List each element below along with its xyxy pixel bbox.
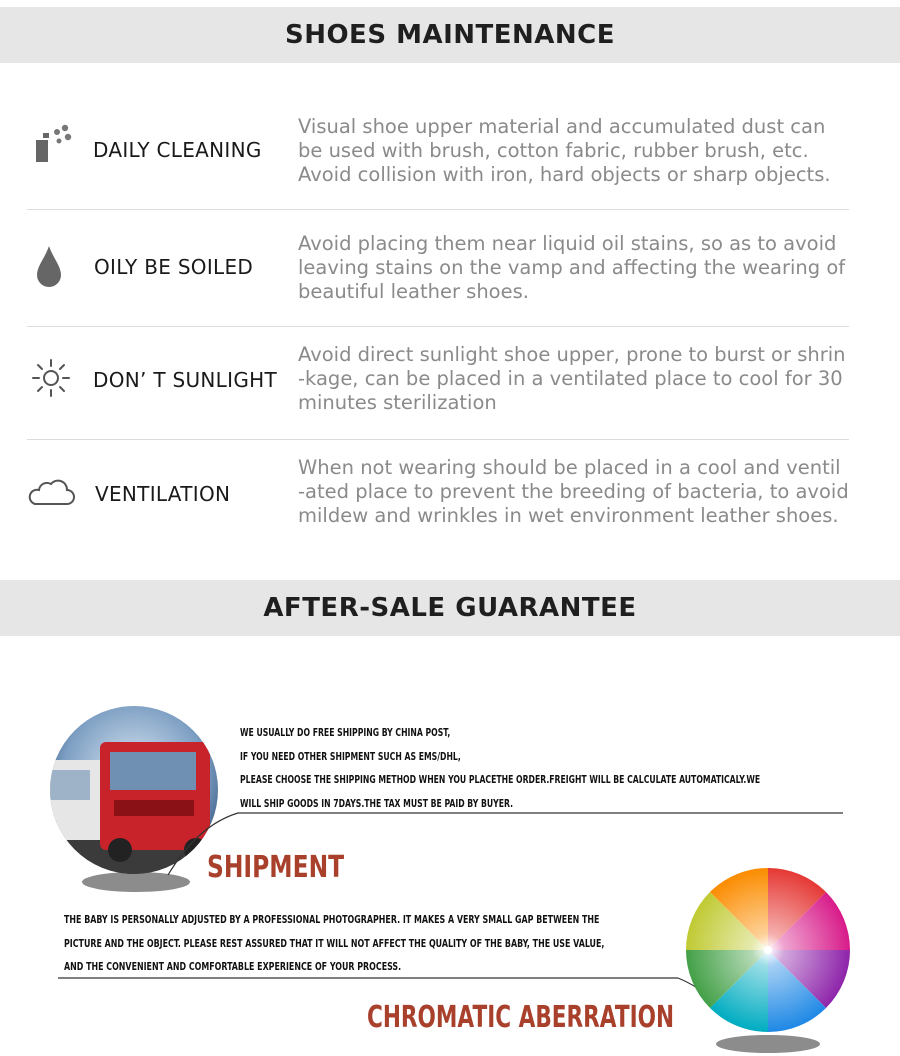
sun-icon [27, 354, 75, 402]
chromatic-text: THE BABY IS PERSONALLY ADJUSTED BY A PROFESSIONAL PHOTOGRAPHER. IT MAKES A VERY SMALL GAP BETWEEN THE PICTURE AND THE OBJECT. PLEASE REST ASSURED THAT IT WILL NOT AFFECT THE QUALITY OF THE BABY, THE USE VALUE, AND THE CONVENIENT AND COMFORTABLE EXPERIENCE OF YOUR PROCESS. [64, 913, 605, 973]
aftersale-banner [0, 580, 900, 636]
maintenance-item-oily [27, 230, 849, 310]
maintenance-desc: Avoid direct sunlight shoe upper, prone to burst or shrin -kage, can be placed in a ventilated place to cool for 30 minutes sterilization [298, 343, 846, 414]
divider [27, 209, 849, 210]
spray-icon [27, 120, 75, 168]
maintenance-desc: Visual shoe upper material and accumulated dust can be used with brush, cotton fabric, rubber brush, etc. Avoid collision with iron, hard objects or sharp objects. [298, 115, 831, 186]
cloud-icon [27, 470, 75, 518]
oil-drop-icon [27, 242, 75, 290]
color-wheel-image [686, 868, 850, 1032]
maintenance-title: SHOES MAINTENANCE [284, 20, 616, 50]
maintenance-label: VENTILATION [95, 482, 231, 506]
maintenance-desc: Avoid placing them near liquid oil stains, so as to avoid leaving stains on the vamp and affecting the wearing of beautiful leather shoes. [298, 232, 846, 303]
divider [27, 439, 849, 440]
maintenance-label: OILY BE SOILED [94, 255, 254, 279]
maintenance-desc: When not wearing should be placed in a cool and ventil -ated place to prevent the breeding of bacteria, to avoid mildew and wrinkles in wet environment leather shoes. [298, 456, 849, 527]
maintenance-item-daily-cleaning [27, 112, 849, 192]
maintenance-label: DAILY CLEANING [93, 138, 262, 162]
chromatic-title: CHROMATIC ABERRATION [367, 1000, 675, 1035]
maintenance-item-ventilation [27, 456, 849, 536]
shadow [716, 1035, 820, 1053]
aftersale-title: AFTER-SALE GUARANTEE [263, 593, 637, 623]
maintenance-banner [0, 7, 900, 63]
shipment-title: SHIPMENT [207, 850, 345, 885]
maintenance-item-sunlight [27, 342, 849, 422]
divider [27, 326, 849, 327]
shipment-text: WE USUALLY DO FREE SHIPPING BY CHINA POST, IF YOU NEED OTHER SHIPMENT SUCH AS EMS/DHL, PLEASE CHOOSE THE SHIPPING METHOD WHEN YOU PLACETHE ORDER.FREIGHT WILL BE CALCULATE AUTOMATICALY.WE WILL SHIP GOODS IN 7DAYS.THE TAX MUST BE PAID BY BUYER. [240, 726, 761, 810]
maintenance-label: DON’ T SUNLIGHT [93, 368, 277, 392]
